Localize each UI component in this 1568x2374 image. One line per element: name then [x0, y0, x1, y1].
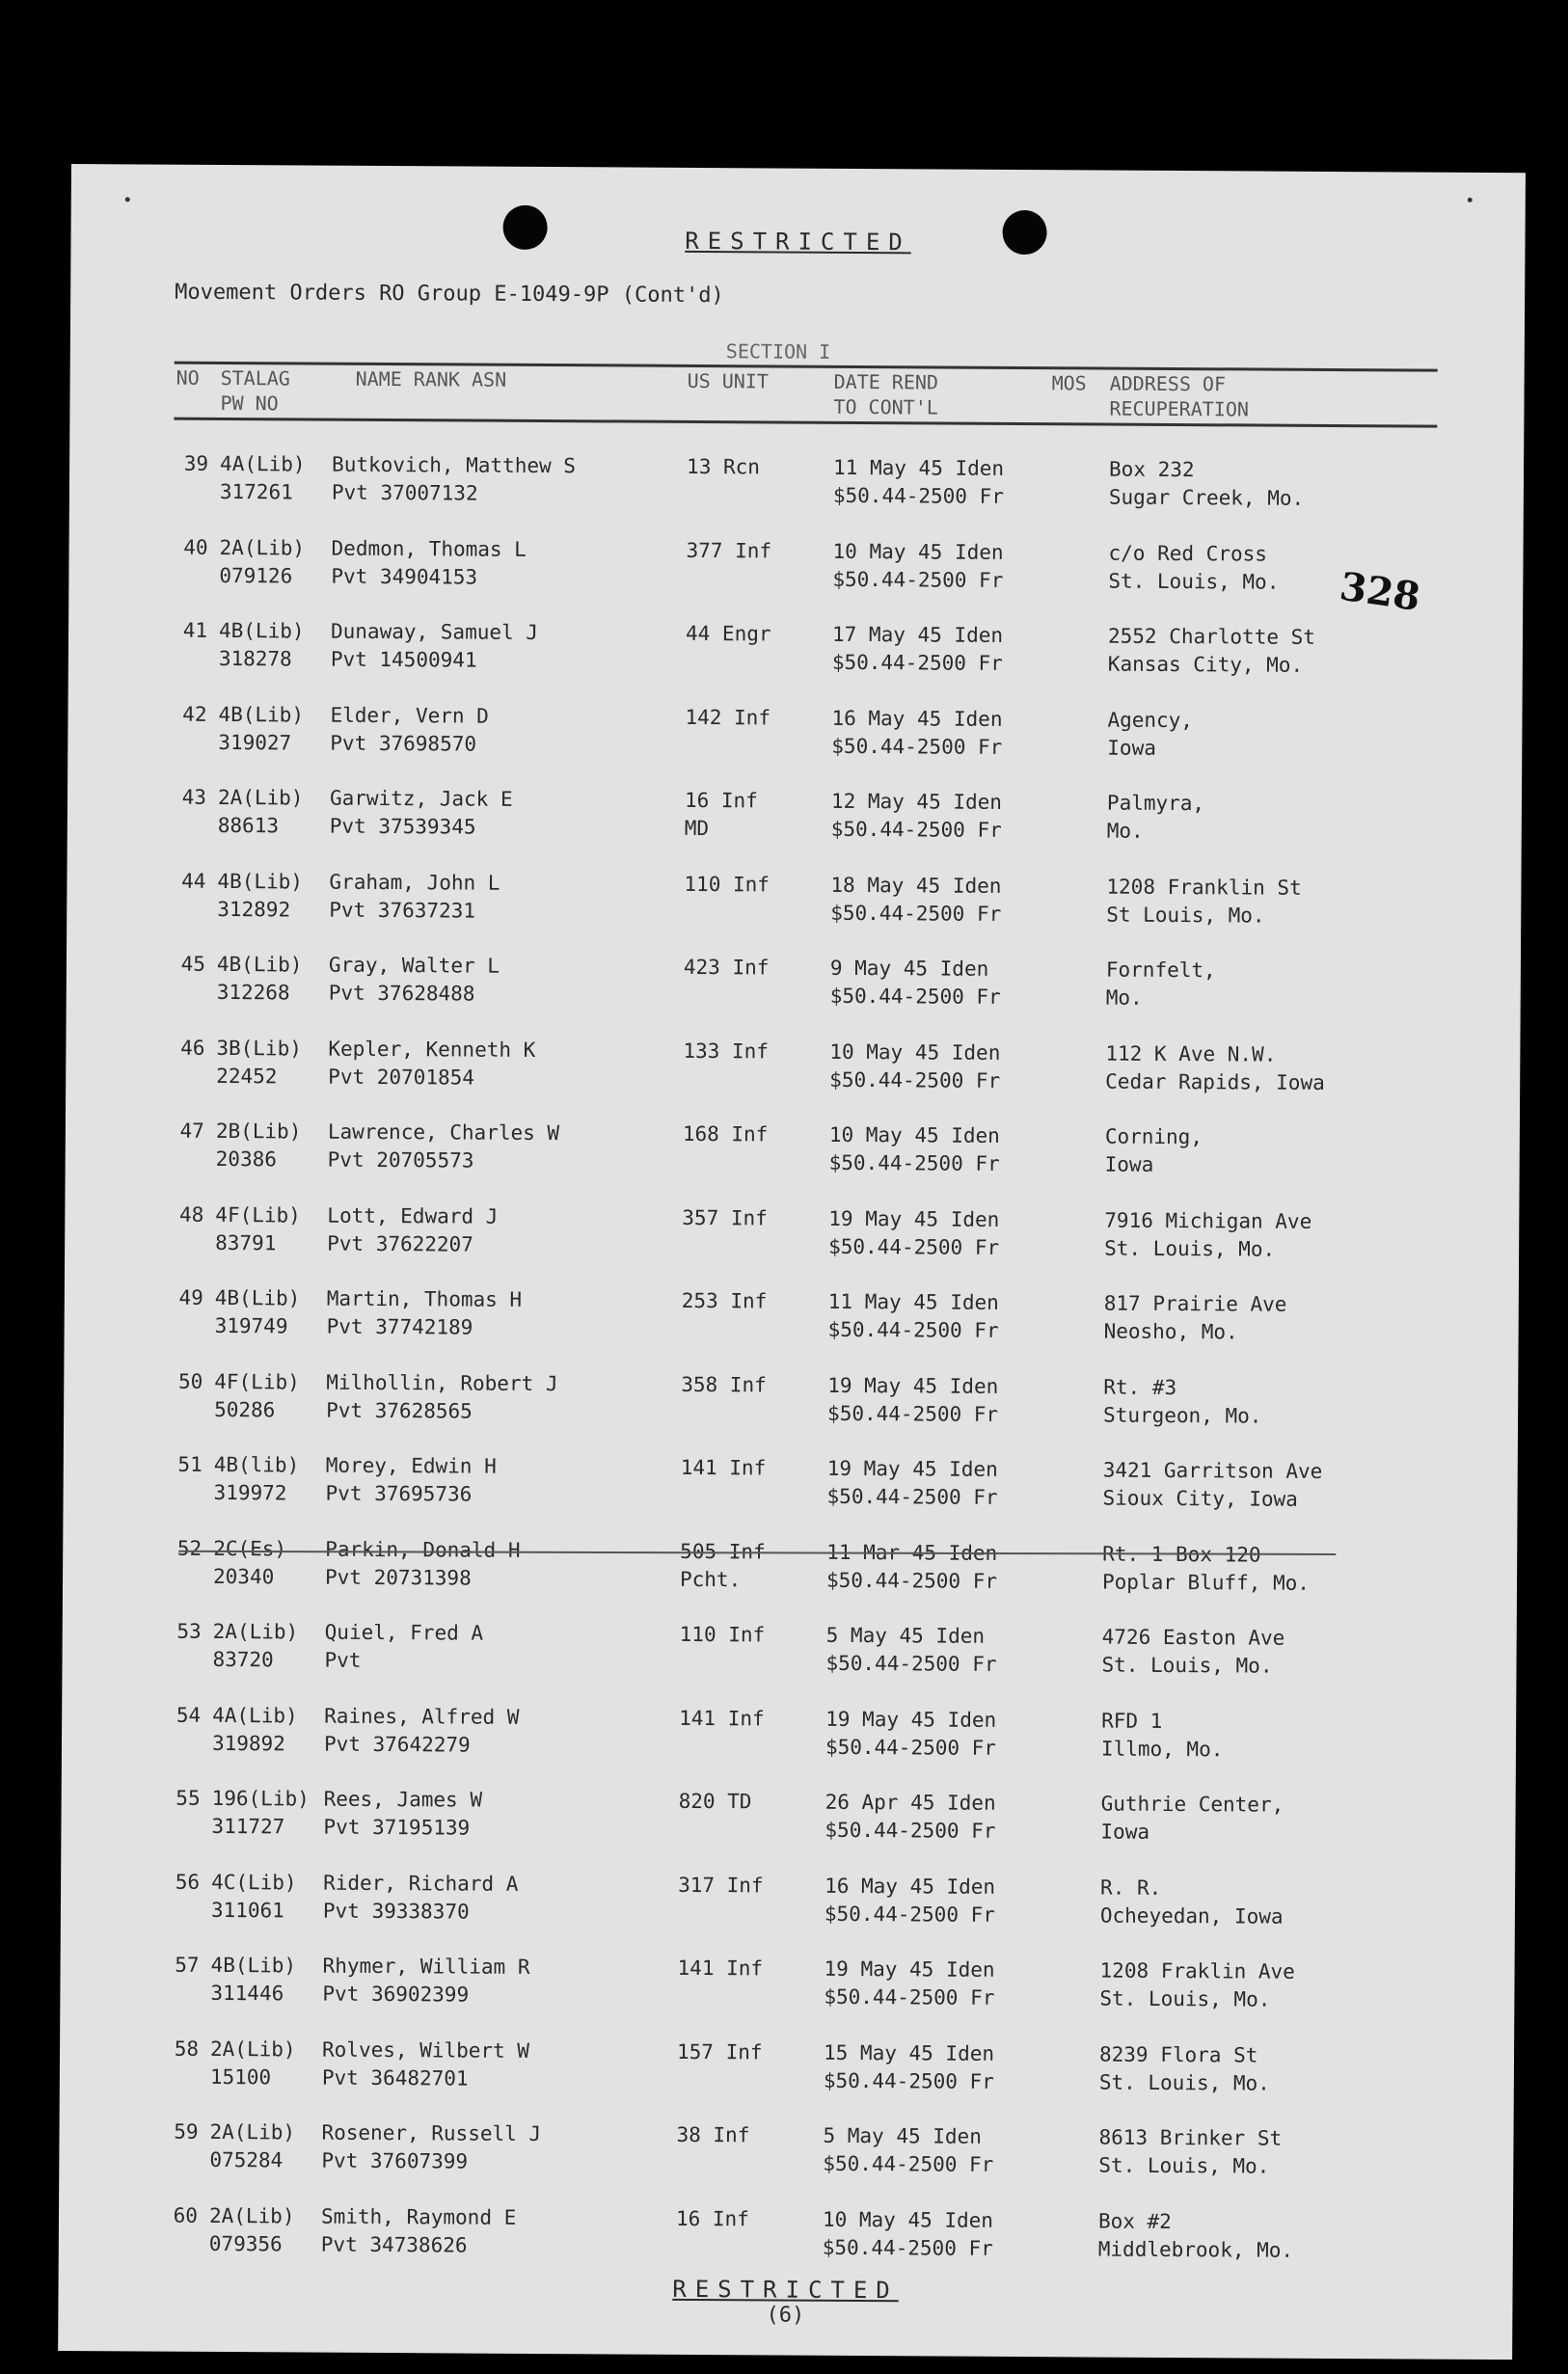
us-unit: 358 Inf	[681, 1372, 767, 1396]
pw-number: 50286	[214, 1397, 276, 1421]
address-line-1: Palmyra,	[1106, 791, 1205, 816]
table-row	[64, 1366, 1518, 1433]
row-number: 52	[176, 1536, 203, 1560]
address-line-1: Rt. #3	[1103, 1375, 1177, 1399]
table-row	[66, 1117, 1520, 1183]
us-unit: 110 Inf	[679, 1622, 766, 1647]
stalag-code: 2B(Lib)	[215, 1119, 302, 1144]
pay-amount: $50.44-2500 Fr	[825, 1735, 997, 1760]
stalag-code: 4F(Lib)	[215, 1202, 301, 1227]
pw-number: 20340	[212, 1564, 275, 1588]
address-line-1: 3421 Garritson Ave	[1102, 1458, 1323, 1483]
stalag-code: 4C(Lib)	[211, 1870, 297, 1894]
address-line-1: 4726 Easton Ave	[1101, 1625, 1285, 1650]
date-returned: 19 May 45 Iden	[826, 1456, 998, 1481]
address-line-2: St. Louis, Mo.	[1101, 1653, 1273, 1678]
us-unit: 141 Inf	[679, 1706, 765, 1730]
header-stalag: STALAG PW NO	[220, 365, 290, 416]
pay-amount: $50.44-2500 Fr	[825, 1818, 996, 1843]
row-number: 57	[175, 1953, 200, 1977]
address-line-1: 1208 Fraklin Ave	[1099, 1958, 1295, 1983]
stalag-code: 4B(Lib)	[216, 952, 303, 977]
header-address: ADDRESS OF RECUPERATION	[1109, 371, 1250, 421]
pay-amount: $50.44-2500 Fr	[824, 1984, 995, 2010]
date-returned: 16 May 45 Iden	[825, 1874, 996, 1899]
soldier-name: Martin, Thomas H	[326, 1286, 523, 1311]
address-line-1: 8613 Brinker St	[1098, 2125, 1283, 2150]
pay-amount: $50.44-2500 Fr	[830, 901, 1002, 926]
table-row	[59, 2118, 1513, 2184]
row-number: 43	[181, 785, 207, 809]
row-number: 41	[182, 618, 208, 642]
date-returned: 19 May 45 Iden	[825, 1707, 997, 1732]
address-line-1: Corning,	[1104, 1124, 1203, 1149]
row-number: 48	[178, 1202, 204, 1227]
soldier-name: Morey, Edwin H	[325, 1453, 497, 1478]
stalag-code: 3B(Lib)	[216, 1036, 302, 1060]
pw-number: 83791	[215, 1230, 277, 1254]
stalag-code: 4F(Lib)	[214, 1369, 300, 1393]
date-returned: 15 May 45 Iden	[823, 2040, 995, 2065]
stalag-code: 4B(Lib)	[218, 702, 305, 726]
stalag-code: 4B(Lib)	[218, 618, 305, 643]
date-returned: 19 May 45 Iden	[827, 1373, 999, 1398]
rank-asn: Pvt 37607399	[321, 2148, 469, 2173]
us-unit: 377 Inf	[686, 538, 772, 562]
us-unit: 141 Inf	[677, 1956, 764, 1981]
soldier-name: Dunaway, Samuel J	[330, 619, 539, 644]
pay-amount: $50.44-2500 Fr	[827, 1317, 999, 1342]
page-stamp-number: 328	[1337, 563, 1423, 621]
soldier-name: Butkovich, Matthew S	[332, 452, 577, 478]
pay-amount: $50.44-2500 Fr	[832, 567, 1004, 592]
date-returned: 19 May 45 Iden	[828, 1206, 1000, 1231]
header-name: NAME RANK ASN	[355, 366, 507, 391]
soldier-name: Dedmon, Thomas L	[331, 536, 527, 561]
pay-amount: $50.44-2500 Fr	[831, 734, 1003, 759]
address-line-2: Mo.	[1105, 985, 1143, 1010]
soldier-name: Rees, James W	[323, 1787, 483, 1812]
row-number: 59	[174, 2119, 199, 2144]
us-unit: 168 Inf	[682, 1121, 769, 1147]
address-line-1: Rt. 1 Box 120	[1102, 1542, 1261, 1567]
rank-asn: Pvt 36482701	[321, 2065, 469, 2091]
pw-number: 319972	[213, 1480, 287, 1505]
address-line-2: St. Louis, Mo.	[1098, 2153, 1270, 2178]
rank-asn: Pvt 37642279	[323, 1732, 471, 1757]
date-returned: 16 May 45 Iden	[831, 706, 1003, 731]
pay-amount: $50.44-2500 Fr	[822, 2235, 993, 2260]
table-row	[65, 1283, 1519, 1350]
us-unit: 317 Inf	[678, 1873, 764, 1897]
us-unit: 157 Inf	[676, 2039, 763, 2064]
address-line-1: c/o Red Cross	[1108, 541, 1268, 566]
row-number: 46	[180, 1036, 205, 1060]
table-row	[67, 950, 1521, 1016]
address-line-2: Neosho, Mo.	[1103, 1319, 1238, 1344]
soldier-name: Elder, Vern D	[330, 703, 489, 728]
stalag-code: 2A(Lib)	[219, 535, 306, 559]
table-row	[62, 1617, 1516, 1684]
address-line-1: Box #2	[1097, 2209, 1172, 2233]
pw-number: 318278	[218, 646, 292, 671]
rank-asn: Pvt 37539345	[329, 814, 476, 839]
row-number: 58	[174, 2037, 200, 2061]
document-page	[58, 164, 1526, 2360]
row-number: 40	[183, 535, 208, 559]
table-row	[68, 699, 1522, 766]
pay-amount: $50.44-2500 Fr	[826, 1484, 998, 1509]
row-number: 50	[177, 1369, 203, 1393]
address-line-1: 112 K Ave N.W.	[1105, 1041, 1277, 1066]
table-row	[66, 1033, 1520, 1099]
pay-amount: $50.44-2500 Fr	[823, 2151, 994, 2176]
stalag-code: 2A(Lib)	[209, 2119, 296, 2145]
pay-amount: $50.44-2500 Fr	[830, 817, 1002, 842]
row-number: 54	[176, 1703, 202, 1727]
row-number: 42	[182, 702, 207, 726]
pw-number: 319027	[218, 730, 292, 754]
soldier-name: Gray, Walter L	[328, 953, 500, 978]
address-line-2: Mo.	[1106, 819, 1144, 843]
rank-asn: Pvt 20701854	[328, 1065, 475, 1090]
soldier-name: Quiel, Fred A	[324, 1620, 484, 1645]
us-unit: 13 Rcn	[687, 454, 761, 479]
table-row	[67, 866, 1521, 932]
row-number: 45	[180, 952, 206, 976]
page-number: (6)	[766, 2303, 805, 2328]
pw-number: 312892	[217, 897, 291, 921]
row-number: 56	[175, 1870, 201, 1894]
date-returned: 5 May 45 Iden	[825, 1623, 986, 1648]
rank-asn: Pvt 36902399	[322, 1982, 470, 2007]
table-row	[62, 1700, 1516, 1767]
us-unit-detail: Pcht.	[679, 1567, 742, 1591]
pw-number: 311061	[210, 1898, 284, 1922]
rank-asn: Pvt 20731398	[324, 1565, 472, 1590]
us-unit: 16 Inf	[675, 2206, 749, 2230]
date-returned: 18 May 45 Iden	[830, 873, 1002, 898]
pw-number: 311727	[211, 1814, 285, 1839]
rank-asn: Pvt 37628488	[328, 981, 475, 1006]
address-line-1: Guthrie Center,	[1100, 1792, 1284, 1817]
pay-amount: $50.44-2500 Fr	[827, 1401, 999, 1426]
table-row	[63, 1450, 1517, 1517]
header-unit: US UNIT	[687, 368, 770, 393]
us-unit: 423 Inf	[683, 955, 770, 980]
table-row	[69, 449, 1524, 516]
pay-amount: $50.44-2500 Fr	[832, 483, 1004, 508]
stalag-code: 4A(Lib)	[212, 1703, 298, 1727]
address-line-2: Illmo, Mo.	[1100, 1737, 1224, 1761]
table-row	[59, 2200, 1513, 2267]
row-number: 51	[177, 1452, 203, 1476]
date-returned: 12 May 45 Iden	[830, 789, 1003, 814]
rank-asn: Pvt 37628565	[326, 1398, 473, 1423]
pay-amount: $50.44-2500 Fr	[823, 2068, 994, 2093]
rank-asn: Pvt 37695736	[325, 1481, 473, 1506]
rank-asn: Pvt 37698570	[330, 731, 477, 756]
table-row	[68, 616, 1523, 683]
row-number: 53	[176, 1619, 202, 1643]
speck	[1468, 198, 1473, 202]
address-line-1: 2552 Charlotte St	[1107, 624, 1316, 649]
row-number: 47	[179, 1119, 204, 1143]
pw-number: 079356	[208, 2231, 283, 2255]
header-date: DATE REND TO CONT'L	[833, 369, 939, 419]
stalag-code: 4B(Lib)	[214, 1285, 301, 1310]
table-row	[61, 1784, 1515, 1850]
row-number: 60	[173, 2203, 199, 2227]
soldier-name: Rosener, Russell J	[321, 2120, 542, 2146]
document-title: Movement Orders RO Group E-1049-9P (Cont'd)	[175, 280, 724, 309]
address-line-2: Cedar Rapids, Iowa	[1105, 1069, 1325, 1094]
soldier-name: Graham, John L	[329, 870, 500, 895]
classification-header: RESTRICTED	[685, 227, 911, 256]
pw-number: 88613	[217, 813, 280, 838]
address-line-1: RFD 1	[1101, 1709, 1163, 1733]
address-line-2: Iowa	[1107, 736, 1156, 760]
pay-amount: $50.44-2500 Fr	[828, 1234, 1000, 1259]
row-number: 49	[178, 1285, 203, 1309]
classification-footer: RESTRICTED	[672, 2275, 899, 2305]
address-line-2: Sturgeon, Mo.	[1103, 1403, 1262, 1428]
us-unit: 44 Engr	[685, 621, 771, 646]
pay-amount: $50.44-2500 Fr	[829, 984, 1001, 1009]
pw-number: 319892	[211, 1731, 285, 1755]
address-line-2: Kansas City, Mo.	[1107, 652, 1304, 677]
pw-number: 319749	[214, 1313, 288, 1338]
stalag-code: 4A(Lib)	[220, 451, 306, 476]
stalag-code: 4B(Lib)	[217, 869, 304, 893]
stalag-code: 4B(Lib)	[210, 1953, 297, 1978]
rank-asn: Pvt 34738626	[320, 2232, 468, 2257]
pw-number: 83720	[212, 1647, 274, 1672]
pay-amount: $50.44-2500 Fr	[825, 1568, 998, 1593]
date-returned: 10 May 45 Iden	[822, 2207, 994, 2232]
date-returned: 11 May 45 Iden	[833, 455, 1005, 480]
table-row	[60, 2034, 1514, 2100]
date-returned: 11 May 45 Iden	[827, 1289, 999, 1314]
table-row	[68, 532, 1523, 599]
rank-asn: Pvt 20705573	[327, 1147, 474, 1173]
us-unit: 110 Inf	[684, 872, 770, 896]
us-unit: 505 Inf	[680, 1539, 766, 1563]
header-mos: MOS	[1051, 371, 1087, 395]
row-number: 39	[183, 451, 209, 475]
pw-number: 15100	[209, 2064, 272, 2089]
stalag-code: 4B(lib)	[213, 1452, 300, 1477]
row-number: 55	[176, 1786, 201, 1810]
pw-number: 075284	[209, 2147, 284, 2172]
table-row	[60, 1951, 1514, 2017]
address-line-1: 8239 Flora St	[1098, 2042, 1258, 2067]
pw-number: 317261	[219, 479, 293, 504]
header-no: NO	[176, 365, 200, 390]
address-line-1: Box 232	[1109, 457, 1195, 482]
address-line-2: Ocheyedan, Iowa	[1099, 1903, 1284, 1929]
rank-asn: Pvt 37007132	[331, 480, 478, 505]
address-line-1: 1208 Franklin St	[1106, 875, 1302, 900]
pw-number: 312268	[216, 980, 290, 1005]
stalag-code: 2A(Lib)	[208, 2203, 295, 2227]
soldier-name: Garwitz, Jack E	[329, 786, 513, 811]
address-line-2: Iowa	[1104, 1152, 1154, 1176]
soldier-name: Rider, Richard A	[323, 1871, 519, 1896]
us-unit: 357 Inf	[682, 1205, 768, 1229]
address-line-1: Fornfelt,	[1105, 958, 1216, 983]
stalag-code: 2A(Lib)	[217, 785, 304, 810]
table-row	[61, 1867, 1515, 1933]
table-row	[63, 1533, 1517, 1600]
rank-asn: Pvt 34904153	[331, 564, 478, 589]
stalag-code: 2C(Es)	[213, 1536, 287, 1560]
address-line-1: 817 Prairie Ave	[1103, 1291, 1287, 1316]
pay-amount: $50.44-2500 Fr	[824, 1902, 996, 1927]
pw-number: 079126	[219, 563, 293, 587]
soldier-name: Milhollin, Robert J	[326, 1370, 558, 1395]
address-line-2: St. Louis, Mo.	[1108, 569, 1280, 594]
pay-amount: $50.44-2500 Fr	[831, 650, 1003, 675]
date-returned: 19 May 45 Iden	[824, 1956, 995, 1982]
address-line-2: St Louis, Mo.	[1106, 903, 1265, 928]
address-line-2: St. Louis, Mo.	[1104, 1236, 1276, 1261]
soldier-name: Lawrence, Charles W	[327, 1120, 560, 1146]
address-line-2: St. Louis, Mo.	[1098, 2070, 1270, 2095]
pay-amount: $50.44-2500 Fr	[828, 1150, 1000, 1175]
address-line-2: Iowa	[1100, 1820, 1150, 1844]
rank-asn: Pvt 39338370	[322, 1899, 470, 1924]
us-unit: 142 Inf	[685, 705, 771, 729]
rank-asn: Pvt 37742189	[326, 1314, 473, 1339]
address-line-1: R. R.	[1100, 1875, 1162, 1900]
date-returned: 11 Mar 45 Iden	[826, 1540, 998, 1565]
address-line-1: Agency,	[1107, 708, 1194, 732]
soldier-name: Parkin, Donald H	[325, 1537, 521, 1562]
address-line-1: 7916 Michigan Ave	[1104, 1208, 1312, 1233]
date-returned: 9 May 45 Iden	[829, 956, 989, 981]
date-returned: 5 May 45 Iden	[823, 2123, 982, 2148]
address-line-2: Sioux City, Iowa	[1102, 1486, 1298, 1511]
pw-number: 22452	[216, 1064, 278, 1088]
date-returned: 10 May 45 Iden	[828, 1122, 1000, 1147]
pay-amount: $50.44-2500 Fr	[829, 1067, 1001, 1093]
us-unit: 16 Inf	[684, 788, 758, 813]
rank-asn: Pvt 14500941	[330, 647, 477, 672]
date-returned: 10 May 45 Iden	[829, 1039, 1001, 1065]
us-unit: 38 Inf	[676, 2122, 750, 2147]
address-line-2: Sugar Creek, Mo.	[1108, 485, 1305, 510]
table-row	[65, 1200, 1519, 1266]
pw-number: 20386	[215, 1147, 277, 1172]
pay-amount: $50.44-2500 Fr	[825, 1651, 997, 1676]
speck	[125, 197, 130, 202]
rank-asn: Pvt 37622207	[327, 1231, 473, 1256]
date-returned: 17 May 45 Iden	[831, 622, 1004, 647]
address-line-2: Poplar Bluff, Mo.	[1101, 1570, 1311, 1595]
stalag-code: 2A(Lib)	[209, 2037, 296, 2061]
soldier-name: Raines, Alfred W	[324, 1704, 520, 1729]
table-row	[68, 783, 1522, 850]
stalag-code: 196(Lib)	[211, 1786, 310, 1811]
us-unit: 133 Inf	[683, 1039, 769, 1063]
rank-asn: Pvt 37637231	[329, 898, 476, 923]
us-unit: 141 Inf	[680, 1455, 767, 1480]
rank-asn: Pvt 37195139	[323, 1815, 471, 1840]
us-unit: 253 Inf	[681, 1288, 768, 1313]
stalag-code: 2A(Lib)	[212, 1619, 299, 1644]
soldier-name: Rhymer, William R	[322, 1954, 530, 1979]
us-unit-detail: MD	[684, 816, 710, 841]
soldier-name: Kepler, Kenneth K	[328, 1037, 536, 1062]
soldier-name: Lott, Edward J	[327, 1203, 499, 1228]
soldier-name: Smith, Raymond E	[320, 2204, 517, 2229]
us-unit: 820 TD	[678, 1789, 752, 1814]
soldier-name: Rolves, Wilbert W	[321, 2037, 530, 2063]
date-returned: 10 May 45 Iden	[832, 539, 1004, 564]
rank-asn: Pvt	[324, 1648, 362, 1672]
date-returned: 26 Apr 45 Iden	[825, 1790, 996, 1815]
section-label: SECTION I	[725, 339, 831, 364]
row-number: 44	[181, 869, 206, 893]
address-line-2: St. Louis, Mo.	[1099, 1986, 1271, 2011]
pw-number: 311446	[210, 1981, 284, 2006]
address-line-2: Middlebrook, Mo.	[1097, 2237, 1294, 2262]
